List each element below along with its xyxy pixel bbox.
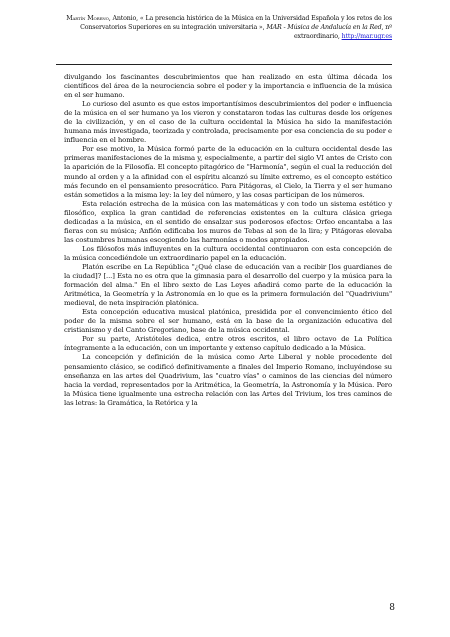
paragraph: Platón escribe en La República "¿Qué clase de educación van a recibir [los guardianes de la ciudad]? [...] Esta no es otra que la gimnasia para el desarrollo del cuerpo y la música para la formación del alma." En el libro sexto de Las Leyes añadirá como parte de la educación la Aritmética, la Geometría y la Astronomía en lo que es la primera formulación del "Quadrivium" medieval, de neta inspiración platónica. [64,262,392,308]
header-author-given: , Antonio, [108,15,139,22]
page-number: 8 [389,603,395,613]
paragraph: Los filósofos más influyentes en la cultura occidental continuaron con esta concepción de la música concediéndole un extraordinario papel en la educación. [64,244,392,262]
paragraph: Por ese motivo, la Música formó parte de la educación en la cultura occidental desde las primeras manifestaciones de la misma y, especialmente, a partir del siglo VI antes de Cristo con la aparición de la Filosofía. El concepto pitagórico de "Harmonía", según el cual la reducción del mundo al orden y a la afinidad con el espíritu alcanzó su límite extremo, es el concepto estético más fecundo en el pensamiento presocrático. Para Pitágoras, el Cielo, la Tierra y el ser humano están sometidos a la misma ley: la ley del número, y las cosas participan de los números. [64,145,392,199]
header-issue: nº extraordinario, [293,24,392,40]
running-header [56,14,392,41]
header-journal: MAR - Música de Andalucía en la Red, [266,24,384,31]
paragraph: La concepción y definición de la música como Arte Liberal y noble procedente del pensamiento clásico, se codificó definitivamente a finales del Imperio Romano, incluyéndose su enseñanza en las artes del Quadrivium, las "cuatro vías" o caminos de las ciencias del número hacia la verdad, representados por la Aritmética, la Geometría, la Astronomía y la Música. Pero la Música tiene igualmente una estrecha relación con las Artes del Trivium, los tres caminos de las letras: la Gramática, la Retórica y la [64,353,392,407]
header-author: Martín Moreno [66,15,109,22]
paragraph: Esta concepción educativa musical platónica, presidida por el convencimiento ético del poder de la misma sobre el ser humano, está en la base de la organización educativa del cristianismo y del Canto Gregoriano, base de la música occidental. [64,308,392,335]
header-divider [56,64,392,65]
body-text [64,73,392,408]
header-title: « La presencia histórica de la Música en la Universidad Española y los retos de los Conservatorios Superiores en su integración universitaria », [80,15,392,31]
header-url-link[interactable]: http://mar.ugr.es [341,33,392,40]
paragraph: Lo curioso del asunto es que estos importantísimos descubrimientos del poder e influencia de la música en el ser humano ya los vieron y constataron todas las culturas desde los orígenes de la civilización, y en el caso de la cultura occidental la Música ha sido la manifestación humana más investigada, teorizada y controlada, precisamente por esa conciencia de su poder e influencia en el hombre. [64,100,392,145]
paragraph: Esta relación estrecha de la música con las matemáticas y con todo un sistema estético y filosófico, explica la gran cantidad de referencias existentes en la cultura clásica griega dedicadas a la música, en el sentido de ensalzar sus poderosos efectos: Orfeo encantaba a las fieras con su música; Anfión edificaba los muros de Tebas al son de la lira; y Pitágoras elevaba las costumbres humanas escogiendo las harmonías o modos apropiados. [64,199,392,244]
paragraph: divulgando los fascinantes descubrimientos que han realizado en esta última década los científicos del área de la neurociencia sobre el poder y la importancia e influencia de la música en el ser humano. [64,73,392,100]
paragraph: Por su parte, Aristóteles dedica, entre otros escritos, el libro octavo de La Política íntegramente a la educación, con un importante y extenso capítulo dedicado a la Música. [64,335,392,353]
